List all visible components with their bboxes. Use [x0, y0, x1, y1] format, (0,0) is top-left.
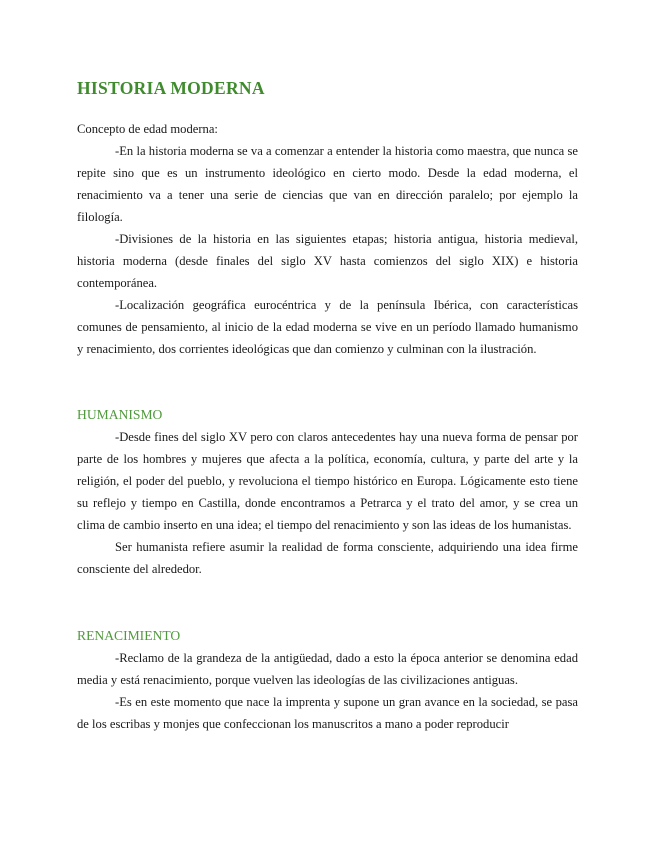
- page-title: HISTORIA MODERNA: [77, 78, 265, 98]
- section-paragraph: Ser humanista refiere asumir la realidad de forma consciente, adquiriendo una idea firme consciente del alrededor.: [77, 540, 578, 576]
- section-renacimiento: [77, 625, 578, 735]
- section-heading: HUMANISMO: [77, 407, 163, 422]
- intro-paragraph: -En la historia moderna se va a comenzar a entender la historia como maestra, que nunca se repite sino que es un instrumento ideológico en cierto modo. Desde la edad moderna, el renacimiento va a tener una serie de ciencias que van en dirección paralelo; por ejemplo la filología.: [77, 144, 578, 224]
- intro-paragraph: -Localización geográfica eurocéntrica y de la península Ibérica, con características comunes de pensamiento, al inicio de la edad moderna se vive en un período llamado humanismo y renacimiento, dos corrientes ideológicas que dan comienzo y culminan con la ilustración.: [77, 298, 578, 356]
- section-paragraph: -Es en este momento que nace la imprenta y supone un gran avance en la sociedad, se pasa de los escribas y monjes que confeccionan los manuscritos a mano a poder reproducir: [77, 695, 578, 731]
- intro-body: [77, 140, 578, 360]
- intro-label: Concepto de edad moderna:: [77, 122, 218, 136]
- section-paragraph: -Desde fines del siglo XV pero con claros antecedentes hay una nueva forma de pensar por parte de los hombres y mujeres que afecta a la política, economía, cultura, y parte del arte y la religión, el poder del pueblo, y revoluciona el tiempo histórico en Europa. Lógicamente esto tiene su reflejo y tiempo en Castilla, donde encontramos a Petrarca y el trato del amor, y se crea un clima de cambio inserto en una idea; el tiempo del renacimiento y son las ideas de los humanistas.: [77, 430, 578, 532]
- section-humanismo: [77, 404, 578, 580]
- intro-paragraph: -Divisiones de la historia en las siguientes etapas; historia antigua, historia medieval, historia moderna (desde finales del siglo XV hasta comienzos del siglo XIX) e historia contemporánea.: [77, 232, 578, 290]
- section-paragraph: -Reclamo de la grandeza de la antigüedad, dado a esto la época anterior se denomina edad media y está renacimiento, porque vuelven las ideologías de las civilizaciones antiguas.: [77, 651, 578, 687]
- section-heading: RENACIMIENTO: [77, 628, 181, 643]
